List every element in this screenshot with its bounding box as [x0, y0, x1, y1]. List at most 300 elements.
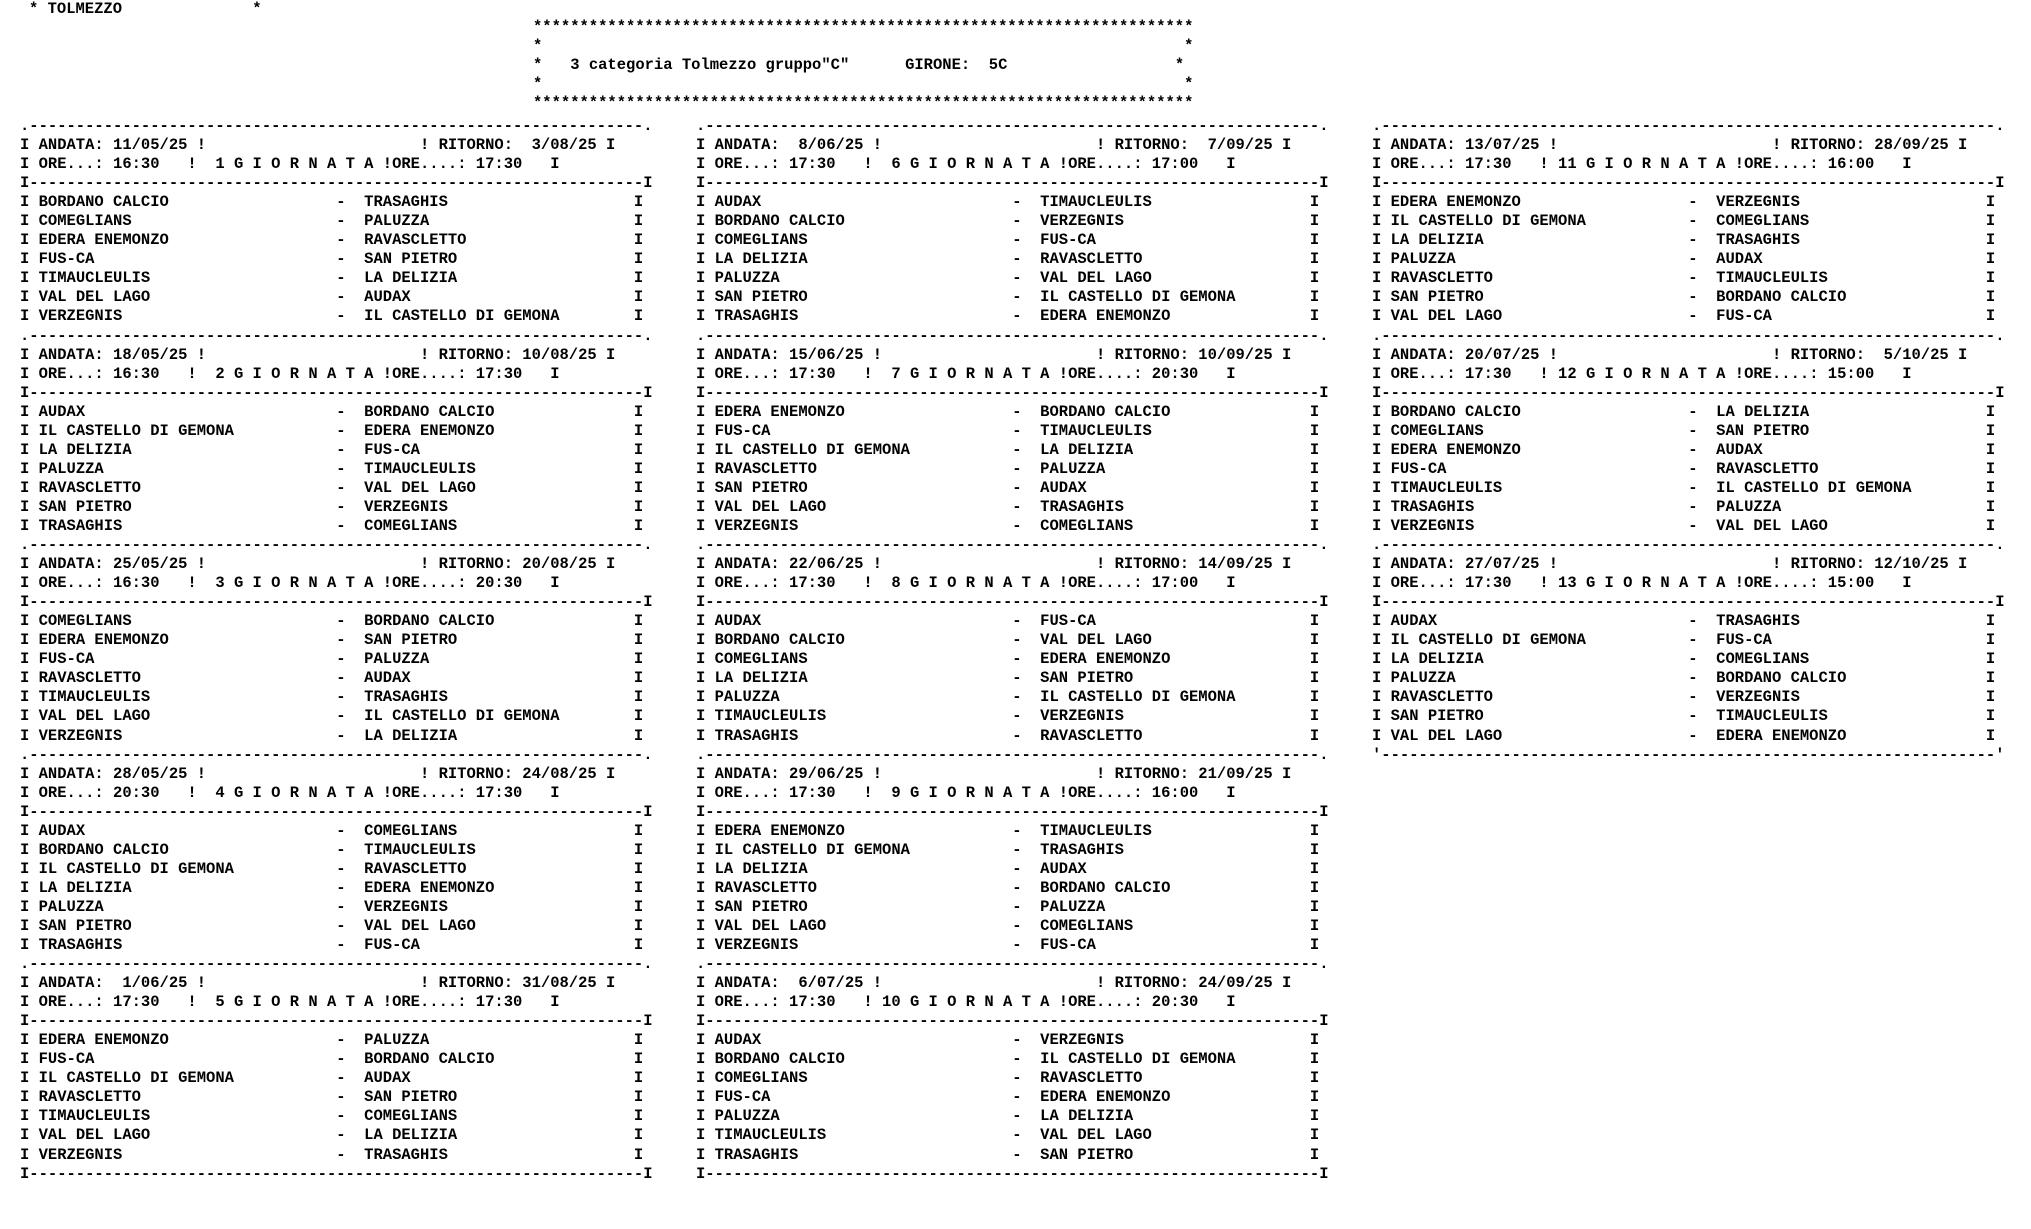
andata-date: 20/07/25	[1465, 345, 1540, 364]
match-row: I TRASAGHIS - FUS-CA I	[20, 936, 644, 955]
away-team: RAVASCLETTO	[1040, 250, 1310, 269]
schedule-column-2	[696, 117, 1329, 1184]
away-team: FUS-CA	[1716, 307, 1986, 326]
match-row: I EDERA ENEMONZO - AUDAX I	[1372, 440, 1996, 459]
home-team: TRASAGHIS	[714, 1145, 1013, 1164]
away-team: FUS-CA	[1040, 612, 1310, 631]
match-row: I AUDAX - VERZEGNIS I	[696, 1031, 1320, 1050]
match-row: I VAL DEL LAGO - FUS-CA I	[1372, 307, 1996, 326]
ritorno-time: 16:00	[1827, 155, 1875, 174]
away-team: TIMAUCLEULIS	[1040, 421, 1310, 440]
match-row: I TRASAGHIS - SAN PIETRO I	[696, 1145, 1320, 1164]
ritorno-time: 17:30	[475, 155, 523, 174]
away-team: TRASAGHIS	[364, 1145, 634, 1164]
ritorno-date: 24/08/25	[522, 764, 597, 783]
home-team: COMEGLIANS	[714, 1069, 1013, 1088]
home-team: BORDANO CALCIO	[1390, 402, 1689, 421]
andata-date: 18/05/25	[113, 345, 188, 364]
box-top-rule: .------------------------------------------------------------------.	[20, 326, 653, 345]
away-team: TIMAUCLEULIS	[364, 459, 634, 478]
match-row: I VAL DEL LAGO - COMEGLIANS I	[696, 916, 1320, 935]
match-row: I VAL DEL LAGO - EDERA ENEMONZO I	[1372, 726, 1996, 745]
away-team: IL CASTELLO DI GEMONA	[1040, 288, 1310, 307]
giornata-label: 12 G I O R N A T A	[1548, 364, 1735, 383]
match-row: I FUS-CA - PALUZZA I	[20, 650, 644, 669]
home-team: VERZEGNIS	[714, 516, 1013, 535]
andata-date: 11/05/25	[113, 136, 188, 155]
ritorno-date: 7/09/25	[1198, 136, 1273, 155]
box-top-rule: .------------------------------------------------------------------.	[696, 745, 1329, 764]
match-row: I SAN PIETRO - VAL DEL LAGO I	[20, 916, 644, 935]
round-dates-line: I ANDATA: 22/06/25 ! ! RITORNO: 14/09/25 I	[696, 555, 1292, 574]
home-team: EDERA ENEMONZO	[1390, 193, 1689, 212]
home-team: EDERA ENEMONZO	[714, 402, 1013, 421]
round-dates-line: I ANDATA: 27/07/25 ! ! RITORNO: 12/10/25 I	[1372, 555, 1968, 574]
home-team: EDERA ENEMONZO	[714, 821, 1013, 840]
match-row: I EDERA ENEMONZO - BORDANO CALCIO I	[696, 402, 1320, 421]
home-team: SAN PIETRO	[38, 497, 337, 516]
match-row: I IL CASTELLO DI GEMONA - FUS-CA I	[1372, 631, 1996, 650]
giornata-label: 3 G I O R N A T A	[196, 574, 383, 593]
home-team: TIMAUCLEULIS	[1390, 478, 1689, 497]
home-team: RAVASCLETTO	[38, 478, 337, 497]
home-team: AUDAX	[714, 1031, 1013, 1050]
away-team: RAVASCLETTO	[364, 859, 634, 878]
home-team: TIMAUCLEULIS	[714, 1126, 1013, 1145]
home-team: SAN PIETRO	[714, 478, 1013, 497]
match-row: I FUS-CA - SAN PIETRO I	[20, 250, 644, 269]
home-team: VAL DEL LAGO	[38, 707, 337, 726]
match-row: I AUDAX - TIMAUCLEULIS I	[696, 193, 1320, 212]
match-row: I COMEGLIANS - EDERA ENEMONZO I	[696, 650, 1320, 669]
box-top-rule: .------------------------------------------------------------------.	[696, 955, 1329, 974]
away-team: COMEGLIANS	[1716, 212, 1986, 231]
match-row: I VAL DEL LAGO - LA DELIZIA I	[20, 1126, 644, 1145]
match-row: I COMEGLIANS - BORDANO CALCIO I	[20, 612, 644, 631]
match-row: I RAVASCLETTO - VERZEGNIS I	[1372, 688, 1996, 707]
home-team: EDERA ENEMONZO	[38, 1031, 337, 1050]
home-team: IL CASTELLO DI GEMONA	[1390, 631, 1689, 650]
away-team: TRASAGHIS	[1040, 497, 1310, 516]
home-team: LA DELIZIA	[1390, 650, 1689, 669]
home-team: IL CASTELLO DI GEMONA	[714, 440, 1013, 459]
match-row: I EDERA ENEMONZO - SAN PIETRO I	[20, 631, 644, 650]
away-team: TRASAGHIS	[1716, 612, 1986, 631]
box-top-rule: .------------------------------------------------------------------.	[20, 536, 653, 555]
away-team: EDERA ENEMONZO	[1716, 726, 1986, 745]
box-header-rule: I------------------------------------------------------------------I	[20, 802, 653, 821]
ritorno-time: 17:30	[475, 993, 523, 1012]
round-times-line: I ORE...: 16:30 ! 2 G I O R N A T A !ORE....: 17:30 I	[20, 364, 560, 383]
match-row: I LA DELIZIA - EDERA ENEMONZO I	[20, 878, 644, 897]
giornata-label: 8 G I O R N A T A	[872, 574, 1059, 593]
match-row: I VAL DEL LAGO - TRASAGHIS I	[696, 497, 1320, 516]
home-team: RAVASCLETTO	[714, 878, 1013, 897]
home-team: SAN PIETRO	[714, 288, 1013, 307]
home-team: SAN PIETRO	[714, 897, 1013, 916]
box-header-rule: I------------------------------------------------------------------I	[696, 174, 1329, 193]
round-dates-line: I ANDATA: 28/05/25 ! ! RITORNO: 24/08/25 I	[20, 764, 616, 783]
home-team: AUDAX	[1390, 612, 1689, 631]
away-team: AUDAX	[1040, 478, 1310, 497]
ritorno-time: 15:00	[1827, 364, 1875, 383]
match-row: I RAVASCLETTO - VAL DEL LAGO I	[20, 478, 644, 497]
match-row: I RAVASCLETTO - PALUZZA I	[696, 459, 1320, 478]
match-row: I RAVASCLETTO - TIMAUCLEULIS I	[1372, 269, 1996, 288]
home-team: PALUZZA	[38, 897, 337, 916]
home-team: LA DELIZIA	[714, 250, 1013, 269]
andata-time: 17:30	[113, 993, 160, 1012]
home-team: IL CASTELLO DI GEMONA	[714, 840, 1013, 859]
banner-spacer: * *	[533, 75, 1194, 93]
away-team: SAN PIETRO	[1040, 1145, 1310, 1164]
away-team: BORDANO CALCIO	[364, 402, 634, 421]
match-row: I SAN PIETRO - BORDANO CALCIO I	[1372, 288, 1996, 307]
away-team: FUS-CA	[1040, 936, 1310, 955]
match-row: I IL CASTELLO DI GEMONA - LA DELIZIA I	[696, 440, 1320, 459]
away-team: LA DELIZIA	[1040, 1107, 1310, 1126]
match-row: I RAVASCLETTO - BORDANO CALCIO I	[696, 878, 1320, 897]
away-team: IL CASTELLO DI GEMONA	[1716, 478, 1986, 497]
away-team: TIMAUCLEULIS	[1040, 821, 1310, 840]
match-row: I PALUZZA - VAL DEL LAGO I	[696, 269, 1320, 288]
match-row: I VERZEGNIS - VAL DEL LAGO I	[1372, 516, 1996, 535]
round-dates-line: I ANDATA: 11/05/25 ! ! RITORNO: 3/08/25 I	[20, 136, 616, 155]
giornata-label: 10 G I O R N A T A	[872, 993, 1059, 1012]
away-team: LA DELIZIA	[364, 269, 634, 288]
giornata-label: 5 G I O R N A T A	[196, 993, 383, 1012]
ritorno-time: 17:30	[475, 364, 523, 383]
away-team: LA DELIZIA	[364, 726, 634, 745]
box-header-rule: I------------------------------------------------------------------I	[696, 802, 1329, 821]
match-row: I PALUZZA - IL CASTELLO DI GEMONA I	[696, 688, 1320, 707]
match-row: I AUDAX - COMEGLIANS I	[20, 821, 644, 840]
home-team: LA DELIZIA	[714, 859, 1013, 878]
away-team: PALUZZA	[1040, 459, 1310, 478]
away-team: VERZEGNIS	[1040, 1031, 1310, 1050]
home-team: LA DELIZIA	[714, 669, 1013, 688]
home-team: AUDAX	[38, 821, 337, 840]
away-team: EDERA ENEMONZO	[364, 421, 634, 440]
box-header-rule: I------------------------------------------------------------------I	[20, 593, 653, 612]
home-team: PALUZZA	[1390, 250, 1689, 269]
home-team: FUS-CA	[38, 250, 337, 269]
away-team: PALUZZA	[1040, 897, 1310, 916]
match-row: I SAN PIETRO - VERZEGNIS I	[20, 497, 644, 516]
home-team: COMEGLIANS	[38, 212, 337, 231]
home-team: COMEGLIANS	[714, 231, 1013, 250]
away-team: PALUZZA	[364, 212, 634, 231]
away-team: FUS-CA	[364, 440, 634, 459]
away-team: SAN PIETRO	[1716, 421, 1986, 440]
box-top-rule: .------------------------------------------------------------------.	[20, 117, 653, 135]
match-row: I TRASAGHIS - EDERA ENEMONZO I	[696, 307, 1320, 326]
away-team: COMEGLIANS	[364, 516, 634, 535]
match-row: I SAN PIETRO - TIMAUCLEULIS I	[1372, 707, 1996, 726]
away-team: VAL DEL LAGO	[1040, 269, 1310, 288]
match-row: I VERZEGNIS - COMEGLIANS I	[696, 516, 1320, 535]
away-team: TRASAGHIS	[364, 193, 634, 212]
home-team: PALUZZA	[714, 688, 1013, 707]
away-team: FUS-CA	[364, 936, 634, 955]
away-team: BORDANO CALCIO	[1716, 288, 1986, 307]
box-top-rule: .------------------------------------------------------------------.	[696, 536, 1329, 555]
box-header-rule: I------------------------------------------------------------------I	[20, 383, 653, 402]
giornata-label: 1 G I O R N A T A	[196, 155, 383, 174]
match-row: I EDERA ENEMONZO - RAVASCLETTO I	[20, 231, 644, 250]
match-row: I PALUZZA - LA DELIZIA I	[696, 1107, 1320, 1126]
andata-date: 1/06/25	[113, 974, 188, 993]
away-team: VERZEGNIS	[364, 897, 634, 916]
away-team: FUS-CA	[1040, 231, 1310, 250]
giornata-label: 11 G I O R N A T A	[1548, 155, 1735, 174]
home-team: EDERA ENEMONZO	[38, 231, 337, 250]
match-row: I EDERA ENEMONZO - TIMAUCLEULIS I	[696, 821, 1320, 840]
round-times-line: I ORE...: 17:30 ! 7 G I O R N A T A !ORE....: 20:30 I	[696, 364, 1236, 383]
ritorno-time: 20:30	[475, 574, 523, 593]
match-row: I SAN PIETRO - IL CASTELLO DI GEMONA I	[696, 288, 1320, 307]
match-row: I VERZEGNIS - IL CASTELLO DI GEMONA I	[20, 307, 644, 326]
away-team: IL CASTELLO DI GEMONA	[364, 707, 634, 726]
round-times-line: I ORE...: 17:30 ! 12 G I O R N A T A !ORE....: 15:00 I	[1372, 364, 1912, 383]
home-team: TIMAUCLEULIS	[38, 269, 337, 288]
away-team: VAL DEL LAGO	[1040, 631, 1310, 650]
home-team: FUS-CA	[714, 1088, 1013, 1107]
away-team: TRASAGHIS	[1040, 840, 1310, 859]
home-team: TIMAUCLEULIS	[38, 1107, 337, 1126]
andata-date: 13/07/25	[1465, 136, 1540, 155]
away-team: EDERA ENEMONZO	[1040, 307, 1310, 326]
home-team: COMEGLIANS	[714, 650, 1013, 669]
andata-time: 16:30	[113, 155, 160, 174]
away-team: VERZEGNIS	[1716, 193, 1986, 212]
giornata-label: 6 G I O R N A T A	[872, 155, 1059, 174]
league-region-label: * TOLMEZZO *	[29, 0, 262, 18]
away-team: TIMAUCLEULIS	[1040, 193, 1310, 212]
home-team: RAVASCLETTO	[1390, 269, 1689, 288]
andata-date: 25/05/25	[113, 555, 188, 574]
home-team: FUS-CA	[1390, 459, 1689, 478]
round-dates-line: I ANDATA: 1/06/25 ! ! RITORNO: 31/08/25 I	[20, 974, 616, 993]
home-team: TRASAGHIS	[38, 516, 337, 535]
away-team: VERZEGNIS	[1040, 212, 1310, 231]
round-times-line: I ORE...: 17:30 ! 5 G I O R N A T A !ORE....: 17:30 I	[20, 993, 560, 1012]
match-row: I PALUZZA - TIMAUCLEULIS I	[20, 459, 644, 478]
match-row: I TRASAGHIS - RAVASCLETTO I	[696, 726, 1320, 745]
match-row: I LA DELIZIA - AUDAX I	[696, 859, 1320, 878]
box-header-rule: I------------------------------------------------------------------I	[1372, 593, 2005, 612]
home-team: VAL DEL LAGO	[1390, 726, 1689, 745]
round-times-line: I ORE...: 17:30 ! 11 G I O R N A T A !ORE....: 16:00 I	[1372, 155, 1912, 174]
home-team: TRASAGHIS	[1390, 497, 1689, 516]
box-bottom-rule: '------------------------------------------------------------------'	[1372, 745, 2005, 764]
round-dates-line: I ANDATA: 25/05/25 ! ! RITORNO: 20/08/25 I	[20, 555, 616, 574]
title-banner	[533, 18, 1193, 113]
home-team: VAL DEL LAGO	[38, 288, 337, 307]
match-row: I RAVASCLETTO - SAN PIETRO I	[20, 1088, 644, 1107]
away-team: TIMAUCLEULIS	[364, 840, 634, 859]
home-team: RAVASCLETTO	[38, 1088, 337, 1107]
match-row: I AUDAX - FUS-CA I	[696, 612, 1320, 631]
away-team: LA DELIZIA	[1716, 402, 1986, 421]
home-team: BORDANO CALCIO	[714, 1050, 1013, 1069]
match-row: I FUS-CA - TIMAUCLEULIS I	[696, 421, 1320, 440]
match-row: I AUDAX - TRASAGHIS I	[1372, 612, 1996, 631]
home-team: RAVASCLETTO	[38, 669, 337, 688]
away-team: RAVASCLETTO	[1716, 459, 1986, 478]
away-team: BORDANO CALCIO	[364, 1050, 634, 1069]
home-team: BORDANO CALCIO	[714, 631, 1013, 650]
match-row: I FUS-CA - RAVASCLETTO I	[1372, 459, 1996, 478]
away-team: VAL DEL LAGO	[1716, 516, 1986, 535]
match-row: I TIMAUCLEULIS - LA DELIZIA I	[20, 269, 644, 288]
andata-time: 17:30	[789, 155, 836, 174]
box-header-rule: I------------------------------------------------------------------I	[696, 593, 1329, 612]
andata-time: 17:30	[789, 364, 836, 383]
ritorno-date: 14/09/25	[1198, 555, 1273, 574]
andata-date: 29/06/25	[789, 764, 864, 783]
giornata-label: 7 G I O R N A T A	[872, 364, 1059, 383]
home-team: AUDAX	[714, 612, 1013, 631]
round-times-line: I ORE...: 20:30 ! 4 G I O R N A T A !ORE....: 17:30 I	[20, 783, 560, 802]
home-team: VERZEGNIS	[38, 726, 337, 745]
match-row: I VERZEGNIS - LA DELIZIA I	[20, 726, 644, 745]
andata-time: 17:30	[789, 783, 836, 802]
match-row: I TIMAUCLEULIS - COMEGLIANS I	[20, 1107, 644, 1126]
andata-time: 20:30	[113, 783, 160, 802]
match-row: I COMEGLIANS - SAN PIETRO I	[1372, 421, 1996, 440]
ritorno-date: 24/09/25	[1198, 974, 1273, 993]
match-row: I SAN PIETRO - AUDAX I	[696, 478, 1320, 497]
away-team: SAN PIETRO	[364, 631, 634, 650]
away-team: SAN PIETRO	[1040, 669, 1310, 688]
ritorno-date: 10/09/25	[1198, 345, 1273, 364]
ritorno-time: 17:00	[1151, 574, 1199, 593]
home-team: VAL DEL LAGO	[714, 916, 1013, 935]
ritorno-date: 5/10/25	[1874, 345, 1949, 364]
giornata-label: 13 G I O R N A T A	[1548, 574, 1735, 593]
away-team: IL CASTELLO DI GEMONA	[1040, 1050, 1310, 1069]
round-times-line: I ORE...: 17:30 ! 8 G I O R N A T A !ORE....: 17:00 I	[696, 574, 1236, 593]
ritorno-time: 17:30	[475, 783, 523, 802]
away-team: TIMAUCLEULIS	[1716, 269, 1986, 288]
match-row: I FUS-CA - BORDANO CALCIO I	[20, 1050, 644, 1069]
round-dates-line: I ANDATA: 20/07/25 ! ! RITORNO: 5/10/25 I	[1372, 345, 1968, 364]
ritorno-date: 31/08/25	[522, 974, 597, 993]
match-row: I COMEGLIANS - FUS-CA I	[696, 231, 1320, 250]
match-row: I PALUZZA - AUDAX I	[1372, 250, 1996, 269]
home-team: PALUZZA	[38, 459, 337, 478]
match-row: I BORDANO CALCIO - LA DELIZIA I	[1372, 402, 1996, 421]
match-row: I BORDANO CALCIO - TRASAGHIS I	[20, 193, 644, 212]
away-team: COMEGLIANS	[364, 821, 634, 840]
away-team: SAN PIETRO	[364, 1088, 634, 1107]
match-row: I RAVASCLETTO - AUDAX I	[20, 669, 644, 688]
home-team: EDERA ENEMONZO	[1390, 440, 1689, 459]
banner-bottom-rule: ***********************************************************************	[533, 94, 1194, 112]
match-row: I VERZEGNIS - TRASAGHIS I	[20, 1145, 644, 1164]
away-team: PALUZZA	[1716, 497, 1986, 516]
away-team: LA DELIZIA	[1040, 440, 1310, 459]
away-team: COMEGLIANS	[1040, 516, 1310, 535]
round-times-line: I ORE...: 17:30 ! 10 G I O R N A T A !ORE....: 20:30 I	[696, 993, 1236, 1012]
home-team: LA DELIZIA	[38, 878, 337, 897]
away-team: VAL DEL LAGO	[1040, 1126, 1310, 1145]
match-row: I IL CASTELLO DI GEMONA - COMEGLIANS I	[1372, 212, 1996, 231]
away-team: LA DELIZIA	[364, 1126, 634, 1145]
home-team: TRASAGHIS	[38, 936, 337, 955]
andata-time: 17:30	[789, 993, 836, 1012]
away-team: AUDAX	[364, 288, 634, 307]
home-team: FUS-CA	[714, 421, 1013, 440]
home-team: AUDAX	[714, 193, 1013, 212]
home-team: IL CASTELLO DI GEMONA	[38, 421, 337, 440]
home-team: VERZEGNIS	[714, 936, 1013, 955]
andata-date: 28/05/25	[113, 764, 188, 783]
home-team: IL CASTELLO DI GEMONA	[1390, 212, 1689, 231]
away-team: COMEGLIANS	[364, 1107, 634, 1126]
away-team: AUDAX	[1040, 859, 1310, 878]
home-team: FUS-CA	[38, 1050, 337, 1069]
home-team: PALUZZA	[1390, 669, 1689, 688]
home-team: SAN PIETRO	[1390, 707, 1689, 726]
box-header-rule: I------------------------------------------------------------------I	[1372, 383, 2005, 402]
round-dates-line: I ANDATA: 13/07/25 ! ! RITORNO: 28/09/25 I	[1372, 136, 1968, 155]
home-team: IL CASTELLO DI GEMONA	[38, 859, 337, 878]
andata-date: 15/06/25	[789, 345, 864, 364]
away-team: AUDAX	[1716, 250, 1986, 269]
match-row: I PALUZZA - BORDANO CALCIO I	[1372, 669, 1996, 688]
away-team: SAN PIETRO	[364, 250, 634, 269]
schedule-column-3	[1372, 117, 2005, 765]
andata-time: 17:30	[1465, 155, 1512, 174]
round-dates-line: I ANDATA: 29/06/25 ! ! RITORNO: 21/09/25 I	[696, 764, 1292, 783]
match-row: I COMEGLIANS - PALUZZA I	[20, 212, 644, 231]
ritorno-date: 10/08/25	[522, 345, 597, 364]
home-team: VERZEGNIS	[38, 1145, 337, 1164]
home-team: COMEGLIANS	[1390, 421, 1689, 440]
round-times-line: I ORE...: 16:30 ! 1 G I O R N A T A !ORE....: 17:30 I	[20, 155, 560, 174]
home-team: EDERA ENEMONZO	[38, 631, 337, 650]
giornata-label: 2 G I O R N A T A	[196, 364, 383, 383]
round-times-line: I ORE...: 16:30 ! 3 G I O R N A T A !ORE....: 20:30 I	[20, 574, 560, 593]
box-header-rule: I------------------------------------------------------------------I	[696, 383, 1329, 402]
round-times-line: I ORE...: 17:30 ! 9 G I O R N A T A !ORE....: 16:00 I	[696, 783, 1236, 802]
schedule-column-1	[20, 117, 653, 1184]
away-team: COMEGLIANS	[1040, 916, 1310, 935]
home-team: TRASAGHIS	[714, 726, 1013, 745]
home-team: VAL DEL LAGO	[714, 497, 1013, 516]
match-row: I EDERA ENEMONZO - PALUZZA I	[20, 1031, 644, 1050]
match-row: I TRASAGHIS - PALUZZA I	[1372, 497, 1996, 516]
home-team: VERZEGNIS	[1390, 516, 1689, 535]
match-row: I TIMAUCLEULIS - VAL DEL LAGO I	[696, 1126, 1320, 1145]
away-team: BORDANO CALCIO	[1040, 402, 1310, 421]
home-team: BORDANO CALCIO	[714, 212, 1013, 231]
box-top-rule: .------------------------------------------------------------------.	[1372, 536, 2005, 555]
box-header-rule: I------------------------------------------------------------------I	[20, 174, 653, 193]
home-team: LA DELIZIA	[1390, 231, 1689, 250]
round-times-line: I ORE...: 17:30 ! 13 G I O R N A T A !ORE....: 15:00 I	[1372, 574, 1912, 593]
away-team: BORDANO CALCIO	[1716, 669, 1986, 688]
match-row: I PALUZZA - VERZEGNIS I	[20, 897, 644, 916]
andata-date: 6/07/25	[789, 974, 864, 993]
box-top-rule: .------------------------------------------------------------------.	[20, 745, 653, 764]
match-row: I COMEGLIANS - RAVASCLETTO I	[696, 1069, 1320, 1088]
giornata-label: 9 G I O R N A T A	[872, 783, 1059, 802]
home-team: AUDAX	[38, 402, 337, 421]
away-team: VERZEGNIS	[364, 497, 634, 516]
